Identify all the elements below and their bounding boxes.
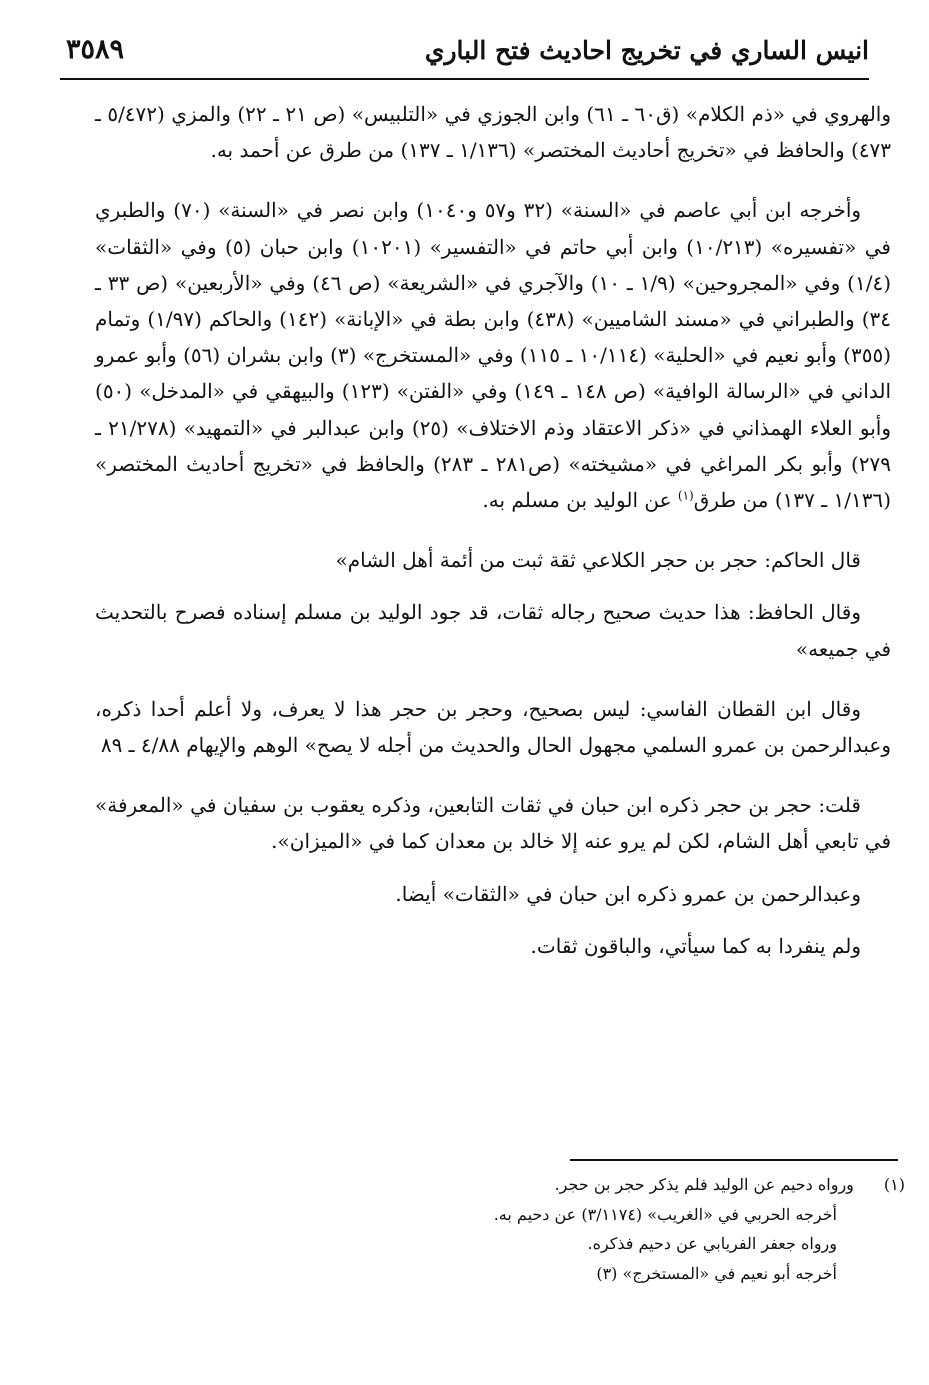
footnote-text: ورواه دحيم عن الوليد فلم يذكر حجر بن حجر. — [554, 1175, 854, 1194]
paragraph-sources-1: والهروي في «ذم الكلام» (ق٦٠ ـ ٦١) وابن الجوزي في «التلبيس» (ص ٢١ ـ ٢٢) والمزي (٥/٤٧٢ ـ ٤٧٣) والحافظ في «تخريج أحاديث المختصر» (١/١٣٦ ـ ١٣٧) من طرق عن أحمد به. — [95, 102, 892, 163]
paragraph-conclusion: ولم ينفردا به كما سيأتي، والباقون ثقات. — [530, 933, 861, 958]
paragraph-sources-2-end: عن الوليد بن مسلم به. — [482, 488, 672, 513]
footnote-text: أخرجه أبو نعيم في «المستخرج» (٣) — [596, 1263, 837, 1283]
main-text — [95, 96, 891, 964]
footnote-separator — [570, 1159, 898, 1161]
footnote-line — [100, 1170, 905, 1200]
paragraph-qultu: قلت: حجر بن حجر ذكره ابن حبان في ثقات التابعين، وذكره يعقوب بن سفيان في «المعرفة» في تابعي أهل الشام، لكن لم يرو عنه إلا خالد بن معدان كما في «الميزان». — [95, 793, 891, 854]
footnote-number: (١) — [883, 1175, 905, 1194]
paragraph-hakim: قال الحاكم: حجر بن حجر الكلاعي ثقة ثبت من أئمة أهل الشام» — [335, 548, 861, 573]
paragraph-hafiz: وقال الحافظ: هذا حديث صحيح رجاله ثقات، قد جود الوليد بن مسلم إسناده فصرح بالتحديث في جميعه» — [95, 600, 891, 661]
paragraph-ibn-qattan: وقال ابن القطان الفاسي: ليس بصحيح، وحجر بن حجر هذا لا يعرف، ولا أعلم أحدا ذكره، وعبدالرحمن بن عمرو السلمي مجهول الحال والحديث من أجله لا يصح» الوهم والإيهام ٤/٨٨ ـ ٨٩ — [95, 696, 891, 758]
footnote-line — [100, 1229, 905, 1259]
footnote-line — [100, 1259, 905, 1289]
paragraph-sources-2 — [95, 192, 891, 518]
footnote-line — [100, 1200, 905, 1230]
footnote-text: ورواه جعفر الفريابي عن دحيم فذكره. — [587, 1234, 837, 1253]
footnote-text: أخرجه الحربي في «الغريب» (٣/١١٧٤) عن دحيم به. — [493, 1204, 837, 1224]
footnotes — [100, 1170, 905, 1288]
page-header — [60, 32, 869, 80]
paragraph-sources-2-text: وأخرجه ابن أبي عاصم في «السنة» (٣٢ و٥٧ و١٠٤٠) وابن نصر في «السنة» (٧٠) والطبري في «تفسيره» (١٠/٢١٣) وابن أبي حاتم في «التفسير» (١٠٢٠١) وابن حبان (٥) وفي «الثقات» (١/٤) وفي «المجروحين» (١/٩ ـ ١٠) والآجري في «الشريعة» (ص ٤٦) وفي «الأربعين» (ص ٣٣ ـ ٣٤) والطبراني في «مسند الشاميين» (٤٣٨) وابن بطة في «الإبانة» (١٤٢) والحاكم (١/٩٧) وتمام (٣٥٥) وأبو نعيم في «الحلية» (١٠/١١٤ ـ ١١٥) وفي «المستخرج» (٣) وابن بشران (٥٦) وأبو عمرو الداني في «الرسالة الوافية» (ص ١٤٨ ـ ١٤٩) وفي «الفتن» (١٢٣) والبيهقي في «المدخل» (٥٠) وأبو العلاء الهمذاني في «ذكر الاعتقاد وذم الاختلاف» (٢٥) وابن عبدالبر في «التمهيد» (٢١/٢٧٨ ـ ٢٧٩) وأبو بكر المراغي في «مشيخته» (ص٢٨١ ـ ٢٨٣) والحافظ في «تخريج أحاديث المختصر» (١/١٣٦ ـ ١٣٧) من طرق — [95, 198, 892, 513]
running-title: انيس الساري في تخريج احاديث فتح الباري — [424, 36, 869, 65]
footnote-marker: (١) — [677, 488, 694, 503]
paragraph-abdurrahman: وعبدالرحمن بن عمرو ذكره ابن حبان في «الثقات» أيضا. — [395, 881, 861, 906]
page-number: ٣٥٨٩ — [66, 34, 125, 65]
